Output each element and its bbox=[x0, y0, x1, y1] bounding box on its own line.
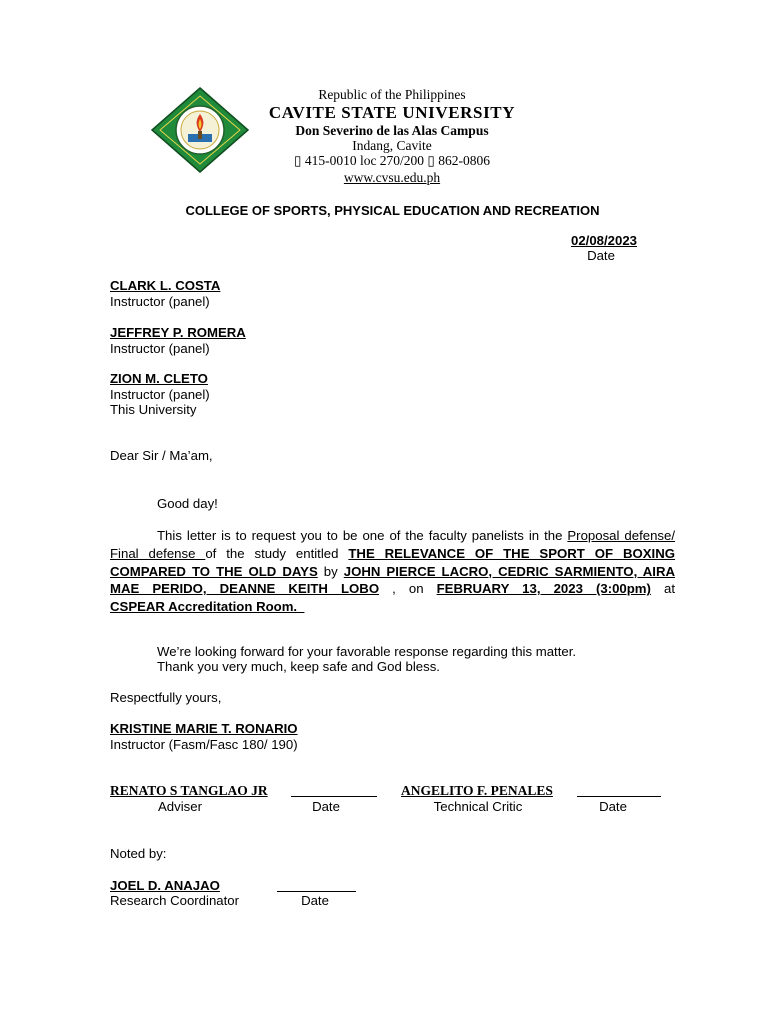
phone-numbers: ▯ 415-0010 loc 270/200 ▯ 862-0806 bbox=[294, 153, 490, 168]
recipient-role: Instructor (panel) bbox=[110, 387, 210, 402]
study-title: THE RELEVANCE OF THE SPORT OF BOXING COMPARED TO THE OLD DAYS bbox=[110, 545, 676, 579]
body-text: at bbox=[650, 581, 675, 597]
coordinator-date-label: Date bbox=[301, 893, 329, 908]
adviser-name: RENATO S TANGLAO JR bbox=[110, 783, 268, 798]
body-text: , on bbox=[379, 581, 437, 597]
website-link[interactable]: www.cvsu.edu.ph bbox=[343, 170, 441, 185]
noted-by-label: Noted by: bbox=[110, 846, 167, 861]
defense-schedule: FEBRUARY 13, 2023 (3:00pm) bbox=[436, 581, 651, 597]
sender-role: Instructor (Fasm/Fasc 180/ 190) bbox=[110, 737, 298, 752]
coordinator-date-blank bbox=[277, 878, 356, 892]
university-seal-logo bbox=[150, 86, 250, 174]
coordinator-role: Research Coordinator bbox=[110, 893, 240, 908]
technical-critic-date-label: Date bbox=[599, 799, 627, 814]
recipient-role: Instructor (panel) bbox=[110, 341, 210, 356]
defense-venue: CSPEAR Accreditation Room. bbox=[110, 599, 305, 615]
adviser-date-label: Date bbox=[312, 799, 340, 814]
campus-name: Don Severino de las Alas Campus bbox=[295, 123, 489, 138]
body-text: This letter is to request you to be one of the faculty panelists in the bbox=[157, 528, 568, 543]
sender-name: KRISTINE MARIE T. RONARIO bbox=[110, 721, 298, 736]
recipient-affiliation: This University bbox=[110, 402, 197, 417]
request-paragraph bbox=[110, 527, 675, 616]
defense-type: Proposal defense/ Final defense bbox=[110, 528, 676, 561]
adviser-date-blank bbox=[291, 783, 377, 797]
technical-critic-date-blank bbox=[577, 783, 661, 797]
respectfully-yours: Respectfully yours, bbox=[110, 690, 222, 705]
salutation: Dear Sir / Ma’am, bbox=[110, 448, 213, 463]
recipient-name: JEFFREY P. ROMERA bbox=[110, 325, 246, 340]
coordinator-name: JOEL D. ANAJAO bbox=[110, 878, 220, 893]
greeting: Good day! bbox=[157, 496, 218, 511]
study-authors: JOHN PIERCE LACRO, CEDRIC SARMIENTO, AIRA MAE PERIDO, DEANNE KEITH LOBO bbox=[110, 563, 675, 597]
closing-line: We’re looking forward for your favorable response regarding this matter. bbox=[157, 644, 577, 659]
body-text: by bbox=[317, 563, 344, 579]
adviser-role: Adviser bbox=[158, 799, 202, 814]
letter-date: 02/08/2023 bbox=[570, 233, 637, 248]
recipient-name: CLARK L. COSTA bbox=[110, 278, 221, 293]
technical-critic-name: ANGELITO F. PENALES bbox=[401, 783, 553, 798]
campus-location: Indang, Cavite bbox=[352, 138, 432, 153]
republic-line: Republic of the Philippines bbox=[318, 87, 466, 102]
recipient-role: Instructor (panel) bbox=[110, 294, 210, 309]
technical-critic-role: Technical Critic bbox=[433, 799, 523, 814]
university-name: CAVITE STATE UNIVERSITY bbox=[268, 103, 516, 122]
college-title: COLLEGE OF SPORTS, PHYSICAL EDUCATION AND RECREATION bbox=[185, 203, 600, 218]
recipient-name: ZION M. CLETO bbox=[110, 371, 208, 386]
body-text: of the study entitled bbox=[205, 545, 349, 561]
date-label: Date bbox=[587, 248, 615, 263]
closing-line: Thank you very much, keep safe and God bless. bbox=[157, 659, 440, 674]
